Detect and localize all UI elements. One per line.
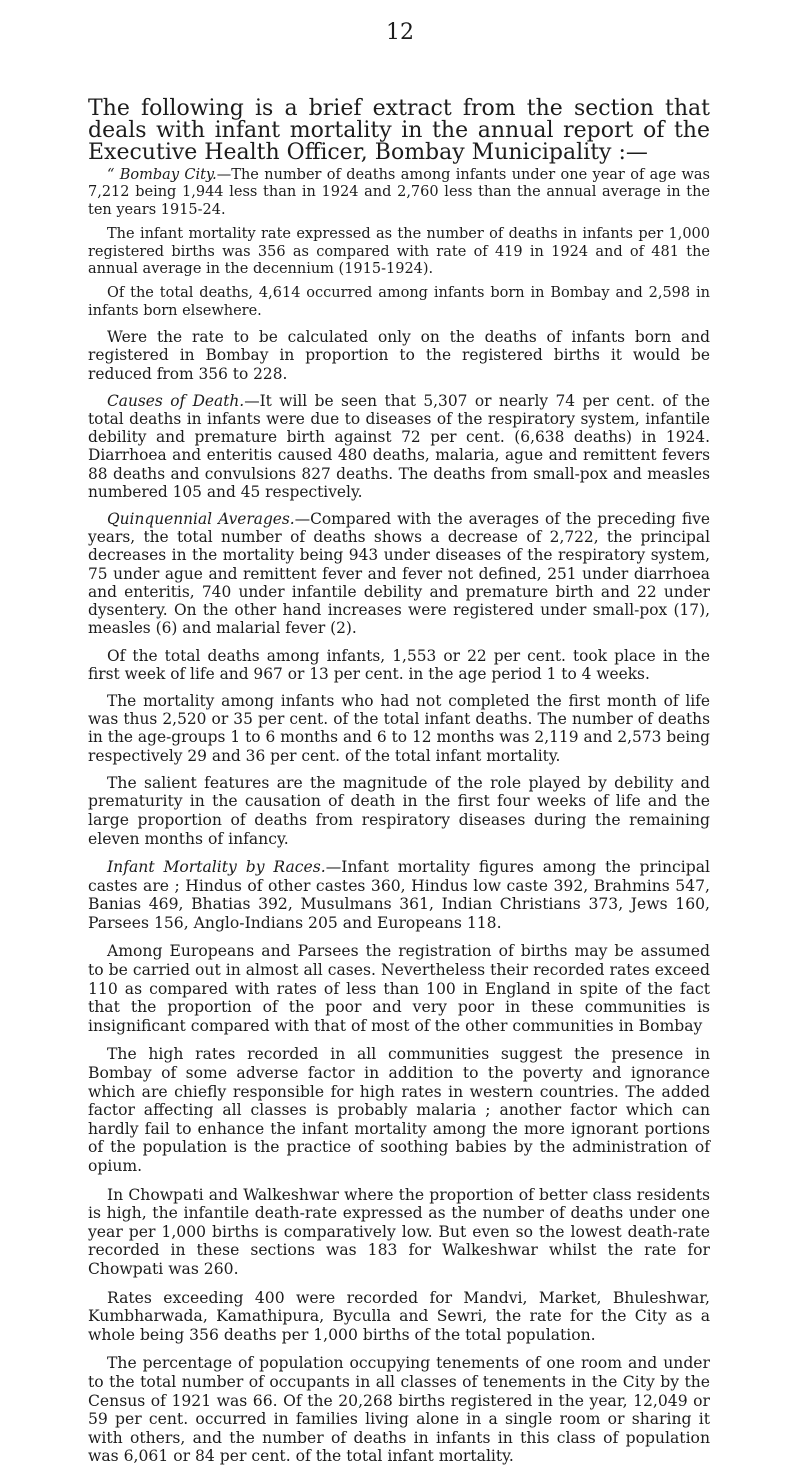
page-number: 12 — [386, 20, 414, 45]
paragraph-text: The infant mortality rate expressed as the number of deaths in infants per 1,000 registered births was 356 as compared with rate of 419 in 1924 and of 481 the annual average in the decennium (1915-1924). — [88, 226, 710, 278]
paragraph-lead: Causes of Death. — [107, 391, 245, 410]
paragraph-text: —The number of deaths among infants under one year of age was 7,212 being 1,944 less than in 1924 and 2,760 less than the annual average in the ten years 1915-24. — [88, 167, 710, 218]
paragraph-text: The mortality among infants who had not completed the first month of life was thus 2,520 or 35 per cent. of the total infant deaths. The number of deaths in the age-groups 1 to 6 months and 6 to 12 months was 2,119 and 2,573 being respectively 29 and 36 per cent. of the total infant mortality. — [88, 691, 710, 765]
paragraph-salient-features — [88, 774, 710, 848]
paragraph-lead: Quinquennial Averages. — [107, 510, 295, 529]
paragraph-text: Were the rate to be calculated only on the deaths of infants born and registered in Bombay in proportion to the registered births it would be reduced from 356 to 228. — [88, 328, 710, 383]
paragraph-text: —It will be seen that 5,307 or nearly 74 per cent. of the total deaths in infants were due to diseases of the respiratory system, infantile debility and premature birth against 72 per cent. (6,638 deaths) in 1924. Diarrhoea and enteritis caused 480 deaths, malaria, ague and remittent fevers 88 deaths and convulsions 827 deaths. The deaths from small-pox and measles numbered 105 and 45 respectively. — [88, 391, 710, 501]
paragraph-text: The high rates recorded in all communities suggest the presence in Bombay of some adverse factor in addition to the poverty and ignorance which are chiefly responsible for high rates in western countries. The added factor affecting all classes is probably malaria ; another factor which can hardly fail to enhance the infant mortality among the more ignorant portions of the population is the practice of soothing babies by the administration of opium. — [88, 1045, 710, 1175]
paragraph-text: In Chowpati and Walkeshwar where the proportion of better class residents is high, the infantile death-rate expressed as the number of deaths under one year per 1,000 births is comparatively low. But even so the lowest death-rate recorded in these sections was 183 for Walkeshwar whilst the rate for Chowpati was 260. — [88, 1185, 710, 1278]
paragraph-first-week — [88, 647, 710, 683]
paragraph-mortality-by-races — [88, 858, 710, 932]
paragraph-quinquennial-averages — [88, 510, 710, 637]
paragraph-text: Of the total deaths, 4,614 occurred among infants born in Bombay and 2,598 in infants born elsewhere. — [88, 285, 710, 319]
report-extract — [88, 167, 710, 1476]
paragraph-tenements — [88, 1354, 710, 1466]
paragraph-first-month — [88, 692, 710, 765]
paragraph-chowpati-walkeshwar — [88, 1186, 710, 1279]
paragraph-lead: “ Bombay City. — [107, 167, 217, 183]
paragraph-text: Of the total deaths among infants, 1,553 or 22 per cent. took place in the first week of life and 967 or 13 per cent. in the age period 1 to 4 weeks. — [88, 646, 710, 683]
intro-paragraph: The following is a brief extract from the section that deals with infant mortality in the annual report of the Executive Health Officer, Bombay Municipality :— — [88, 96, 710, 165]
paragraph-calculated-rate — [88, 328, 710, 383]
paragraph-rates-exceeding-400 — [88, 1289, 710, 1345]
paragraph-europeans-parsees — [88, 942, 710, 1035]
paragraph-high-rates — [88, 1045, 710, 1175]
paragraph-text: Among Europeans and Parsees the registration of births may be assumed to be carried out in almost all cases. Nevertheless their recorded rates exceed 110 as compared with rates of less than 100 in England in spite of the fact that the proportion of the poor and very poor in these communities is insignificant compared with that of most of the other communities in Bombay — [88, 942, 710, 1035]
paragraph-mortality-rate — [88, 226, 710, 278]
paragraph-text: The salient features are the magnitude of the role played by debility and prematurity in the causation of death in the first four weeks of life and the large proportion of deaths from respiratory diseases during the remaining eleven months of infancy. — [88, 773, 710, 848]
paragraph-causes-of-death — [88, 392, 710, 501]
paragraph-text: Rates exceeding 400 were recorded for Mandvi, Market, Bhuleshwar, Kumbharwada, Kamathipura, Byculla and Sewri, the rate for the City as a whole being 356 deaths per 1,000 births of the total population. — [88, 1288, 710, 1344]
paragraph-bombay-city — [88, 167, 710, 219]
paragraph-lead: Infant Mortality by Races. — [107, 858, 326, 877]
paragraph-text: —Infant mortality figures among the principal castes are ; Hindus of other castes 360, Hindus low caste 392, Brahmins 547, Banias 469, Bhatias 392, Musulmans 361, Indian Christians 373, Jews 160, Parsees 156, Anglo-Indians 205 and Europeans 118. — [88, 858, 710, 932]
paragraph-text: —Compared with the averages of the preceding five years, the total number of deaths shows a decrease of 2,722, the principal decreases in the mortality being 943 under diseases of the respiratory system, 75 under ague and remittent fever and fever not defined, 251 under diarrhoea and enteritis, 740 under infantile debility and premature birth and 22 under dysentery. On the other hand increases were registered under small-pox (17), measles (6) and malarial fever (2). — [88, 510, 710, 638]
paragraph-text: The percentage of population occupying tenements of one room and under to the total number of occupants in all classes of tenements in the City by the Census of 1921 was 66. Of the 20,268 births registered in the year, 12,049 or 59 per cent. occurred in families living alone in a single room or sharing it with others, and the number of deaths in infants in this class of population was 6,061 or 84 per cent. of the total infant mortality. — [88, 1354, 710, 1466]
paragraph-total-deaths — [88, 285, 710, 320]
